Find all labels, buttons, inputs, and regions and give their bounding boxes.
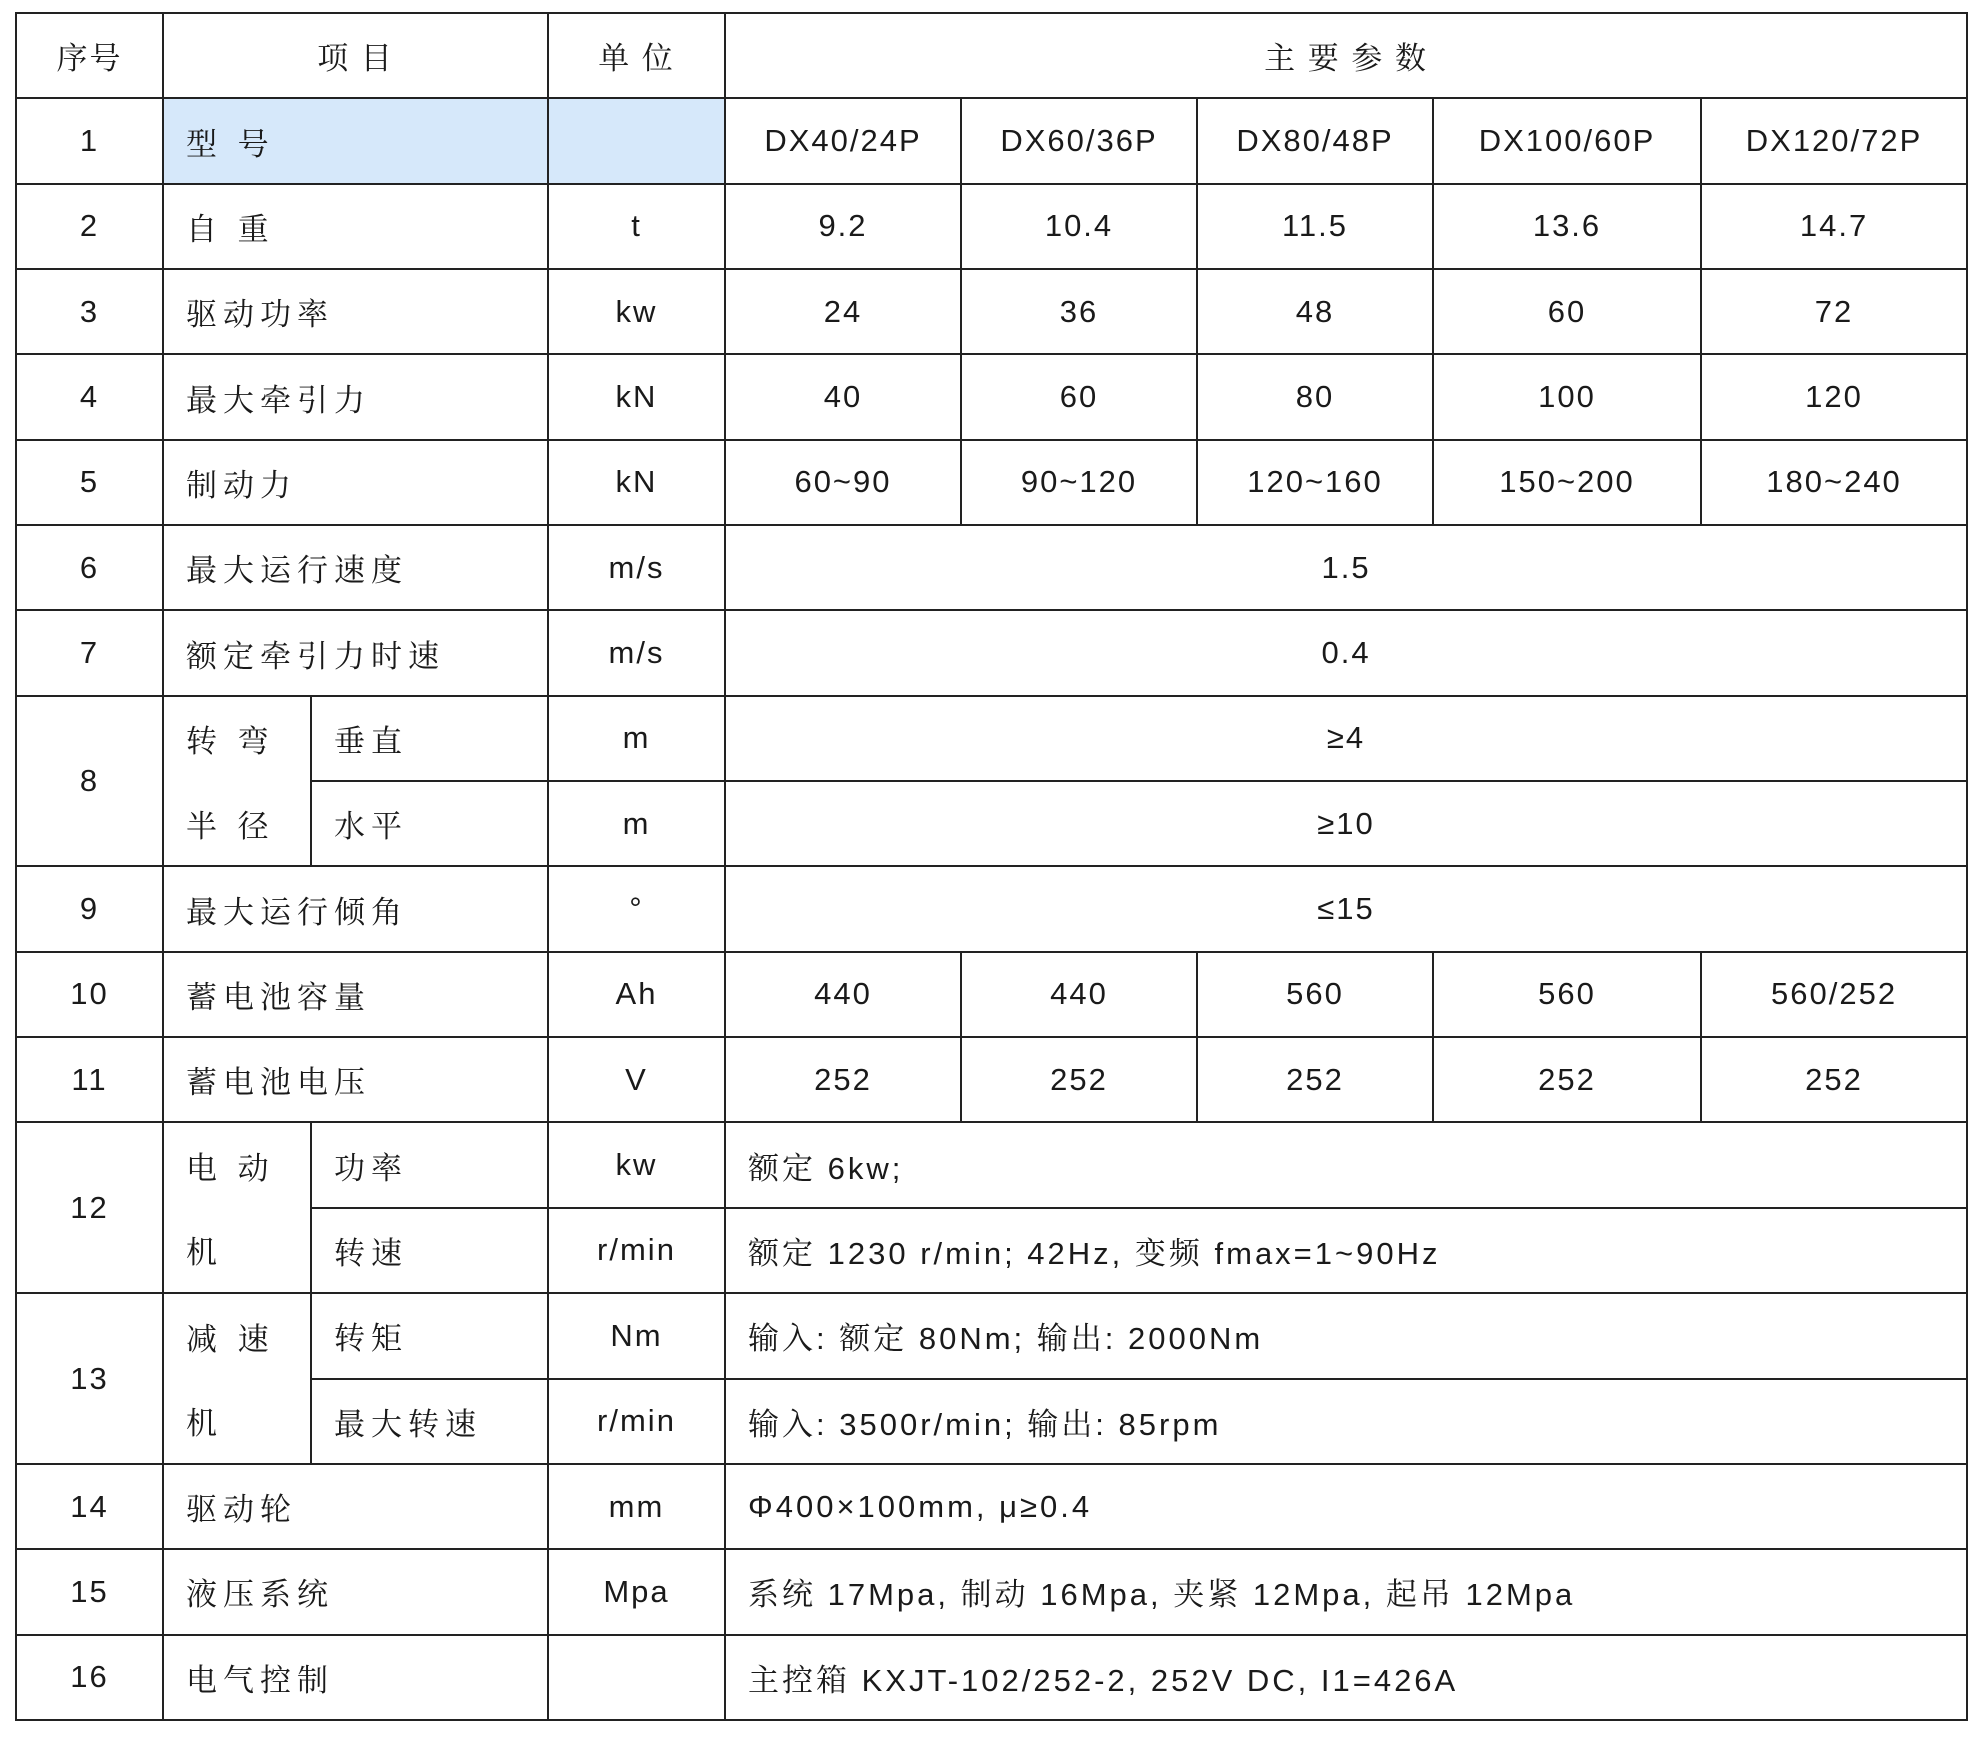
- value-cell: 60: [1433, 269, 1701, 354]
- row-item: 液压系统: [163, 1549, 548, 1634]
- value-cell: Φ400×100mm, μ≥0.4: [725, 1464, 1967, 1549]
- table-row: [16, 1464, 1967, 1549]
- row-no: 7: [16, 610, 163, 695]
- row-item: 驱动轮: [163, 1464, 548, 1549]
- row-unit: kN: [548, 440, 725, 525]
- row-item: 最大运行倾角: [163, 866, 548, 951]
- row-unit: [548, 1635, 725, 1720]
- row-item: 电气控制: [163, 1635, 548, 1720]
- value-cell: ≤15: [725, 866, 1967, 951]
- sub-item: 水平: [311, 781, 548, 866]
- value-cell: 0.4: [725, 610, 1967, 695]
- row-item: 蓄电池电压: [163, 1037, 548, 1122]
- value-cell: 9.2: [725, 184, 961, 269]
- group-label-bottom: 机: [163, 1208, 311, 1293]
- value-cell: 40: [725, 354, 961, 439]
- value-cell: 100: [1433, 354, 1701, 439]
- value-cell: 120~160: [1197, 440, 1433, 525]
- value-cell: 11.5: [1197, 184, 1433, 269]
- group-label-top: 电 动: [163, 1122, 311, 1207]
- group-label-top: 减 速: [163, 1293, 311, 1378]
- row-unit: Ah: [548, 952, 725, 1037]
- table-row: [16, 610, 1967, 695]
- model-cell: DX120/72P: [1701, 98, 1967, 183]
- row-no: 16: [16, 1635, 163, 1720]
- row-no: 2: [16, 184, 163, 269]
- header-row: [16, 13, 1967, 98]
- table-row: [16, 525, 1967, 610]
- value-cell: 系统 17Mpa, 制动 16Mpa, 夹紧 12Mpa, 起吊 12Mpa: [725, 1549, 1967, 1634]
- model-cell: DX100/60P: [1433, 98, 1701, 183]
- sub-item: 转速: [311, 1208, 548, 1293]
- value-cell: 主控箱 KXJT-102/252-2, 252V DC, I1=426A: [725, 1635, 1967, 1720]
- model-cell: DX60/36P: [961, 98, 1197, 183]
- value-cell: 24: [725, 269, 961, 354]
- row-unit: r/min: [548, 1379, 725, 1464]
- row-unit: m/s: [548, 525, 725, 610]
- value-cell: 60~90: [725, 440, 961, 525]
- value-cell: 1.5: [725, 525, 1967, 610]
- row-unit: m/s: [548, 610, 725, 695]
- value-cell: 输入: 3500r/min; 输出: 85rpm: [725, 1379, 1967, 1464]
- row-no: 8: [16, 696, 163, 867]
- spec-table: [15, 12, 1968, 1721]
- model-cell: DX80/48P: [1197, 98, 1433, 183]
- row-no: 4: [16, 354, 163, 439]
- row-unit: r/min: [548, 1208, 725, 1293]
- value-cell: 36: [961, 269, 1197, 354]
- table-row: [16, 354, 1967, 439]
- table-row: [16, 1635, 1967, 1720]
- row-unit: kw: [548, 269, 725, 354]
- value-cell: 560/252: [1701, 952, 1967, 1037]
- value-cell: 252: [961, 1037, 1197, 1122]
- row-item: 制动力: [163, 440, 548, 525]
- table-row: [16, 1208, 1967, 1293]
- sub-item: 最大转速: [311, 1379, 548, 1464]
- value-cell: ≥10: [725, 781, 1967, 866]
- row-no: 10: [16, 952, 163, 1037]
- value-cell: 560: [1433, 952, 1701, 1037]
- row-unit: kN: [548, 354, 725, 439]
- table-row: [16, 696, 1967, 781]
- value-cell: 440: [961, 952, 1197, 1037]
- row-no: 9: [16, 866, 163, 951]
- value-cell: 440: [725, 952, 961, 1037]
- value-cell: 252: [725, 1037, 961, 1122]
- value-cell: 80: [1197, 354, 1433, 439]
- row-unit: t: [548, 184, 725, 269]
- table-row: [16, 184, 1967, 269]
- row-item: 驱动功率: [163, 269, 548, 354]
- table-row: [16, 1122, 1967, 1207]
- row-item: 最大运行速度: [163, 525, 548, 610]
- row-item: 额定牵引力时速: [163, 610, 548, 695]
- row-no: 15: [16, 1549, 163, 1634]
- header-unit: 单 位: [548, 13, 725, 98]
- value-cell: 10.4: [961, 184, 1197, 269]
- row-no: 1: [16, 98, 163, 183]
- value-cell: 60: [961, 354, 1197, 439]
- value-cell: 72: [1701, 269, 1967, 354]
- table-row: [16, 440, 1967, 525]
- row-unit: Nm: [548, 1293, 725, 1378]
- row-unit: m: [548, 781, 725, 866]
- row-unit: V: [548, 1037, 725, 1122]
- table-row: [16, 1293, 1967, 1378]
- table-row: [16, 866, 1967, 951]
- table-row: [16, 1379, 1967, 1464]
- value-cell: 额定 6kw;: [725, 1122, 1967, 1207]
- row-no: 14: [16, 1464, 163, 1549]
- table-row: [16, 781, 1967, 866]
- sub-item: 垂直: [311, 696, 548, 781]
- model-cell: DX40/24P: [725, 98, 961, 183]
- group-label-bottom: 半 径: [163, 781, 311, 866]
- row-item: 自 重: [163, 184, 548, 269]
- table-row: [16, 952, 1967, 1037]
- value-cell: 48: [1197, 269, 1433, 354]
- table-row: [16, 269, 1967, 354]
- value-cell: 150~200: [1433, 440, 1701, 525]
- value-cell: 252: [1197, 1037, 1433, 1122]
- value-cell: ≥4: [725, 696, 1967, 781]
- value-cell: 180~240: [1701, 440, 1967, 525]
- row-item: 蓄电池容量: [163, 952, 548, 1037]
- sub-item: 功率: [311, 1122, 548, 1207]
- row-no: 13: [16, 1293, 163, 1464]
- table-row: [16, 1549, 1967, 1634]
- value-cell: 252: [1433, 1037, 1701, 1122]
- row-no: 11: [16, 1037, 163, 1122]
- header-item: 项 目: [163, 13, 548, 98]
- row-no: 12: [16, 1122, 163, 1293]
- value-cell: 252: [1701, 1037, 1967, 1122]
- row-no: 5: [16, 440, 163, 525]
- value-cell: 额定 1230 r/min; 42Hz, 变频 fmax=1~90Hz: [725, 1208, 1967, 1293]
- value-cell: 90~120: [961, 440, 1197, 525]
- row-item: 最大牵引力: [163, 354, 548, 439]
- row-item: 型 号: [163, 98, 548, 183]
- row-unit: °: [548, 866, 725, 951]
- header-no: 序号: [16, 13, 163, 98]
- table-row: [16, 98, 1967, 183]
- sub-item: 转矩: [311, 1293, 548, 1378]
- row-no: 6: [16, 525, 163, 610]
- row-unit: m: [548, 696, 725, 781]
- value-cell: 输入: 额定 80Nm; 输出: 2000Nm: [725, 1293, 1967, 1378]
- group-label-top: 转 弯: [163, 696, 311, 781]
- value-cell: 13.6: [1433, 184, 1701, 269]
- row-unit: [548, 98, 725, 183]
- header-params: 主 要 参 数: [725, 13, 1967, 98]
- row-unit: mm: [548, 1464, 725, 1549]
- row-unit: kw: [548, 1122, 725, 1207]
- table-row: [16, 1037, 1967, 1122]
- value-cell: 14.7: [1701, 184, 1967, 269]
- value-cell: 120: [1701, 354, 1967, 439]
- group-label-bottom: 机: [163, 1379, 311, 1464]
- row-unit: Mpa: [548, 1549, 725, 1634]
- row-no: 3: [16, 269, 163, 354]
- value-cell: 560: [1197, 952, 1433, 1037]
